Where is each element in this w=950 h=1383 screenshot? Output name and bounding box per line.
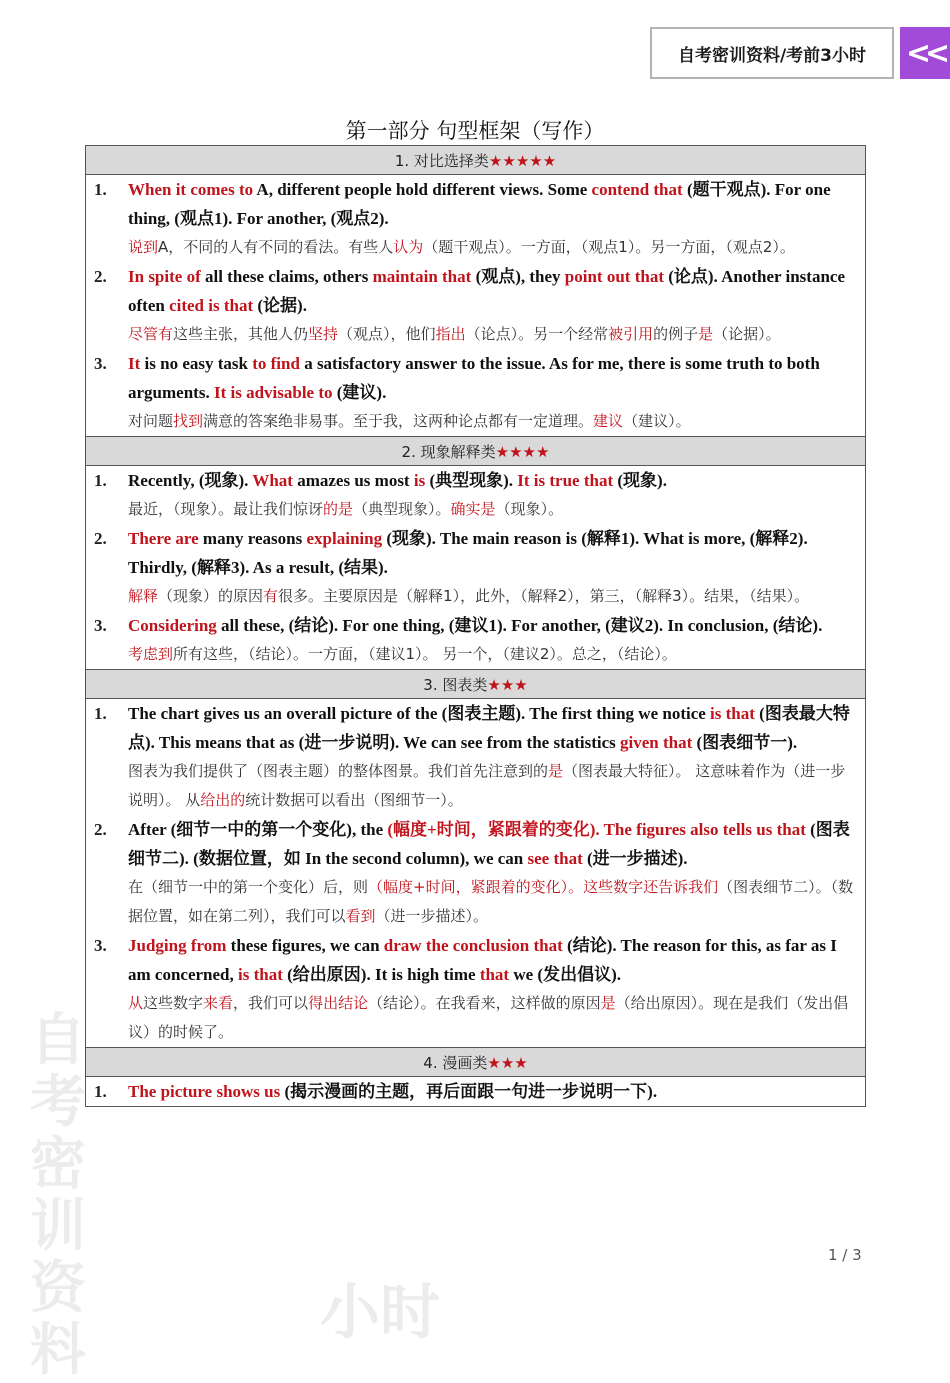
highlight-phrase: 确实是 [450, 500, 496, 518]
chinese-translation [128, 989, 857, 1047]
text-run: (图表最大特点). This means that as (进一步说明). We can see from the statistics [128, 704, 850, 752]
english-sentence [128, 175, 857, 233]
star-rating-icon: ★★★ [487, 1053, 528, 1072]
text-run: (揭示漫画的主题，再后面跟一句进一步说明一下). [280, 1082, 658, 1101]
text-run: （进一步描述）。 [375, 907, 489, 925]
text-run: (给出原因). It is high time [282, 965, 480, 984]
watermark-vertical: 自考密训资料 [30, 1008, 86, 1383]
section-body [86, 466, 866, 670]
highlight-phrase: 是 [698, 325, 714, 343]
section-title: 4. 漫画类 [423, 1053, 488, 1072]
highlight-phrase: 说到 [128, 238, 159, 256]
text-run: 这些数字 [143, 994, 204, 1012]
item-content [128, 349, 865, 436]
item-number: 1. [94, 180, 107, 199]
chinese-translation [128, 407, 857, 436]
chinese-translation [128, 495, 857, 524]
highlight-phrase: It [128, 354, 141, 373]
text-run: 满意的答案绝非易事。至于我，这两种论点都有一定道理。 [203, 412, 594, 430]
text-run: 图表为我们提供了（图表主题）的整体图景。我们首先注意到的 [128, 762, 549, 780]
highlight-phrase: 坚持 [308, 325, 339, 343]
text-run: (结论). The reason for this, as far as I am concerned, [128, 936, 837, 984]
star-rating-icon: ★★★★ [495, 442, 550, 461]
text-run: 统计数据可以看出（图细节一）。 [245, 791, 463, 809]
text-run: amazes us most [292, 471, 414, 490]
highlight-phrase: The picture shows us [128, 1082, 281, 1101]
highlight-phrase: to find [252, 354, 300, 373]
text-run: all these claims, others [200, 267, 373, 286]
highlight-phrase: 来看 [203, 994, 234, 1012]
highlight-phrase: 有 [263, 587, 279, 605]
text-run: （图表细节二）。（数据位置，如在第二列），我们可以 [128, 878, 854, 925]
item-content [128, 611, 865, 669]
english-sentence [128, 349, 857, 407]
highlight-phrase: It is advisable to [213, 383, 333, 402]
highlight-phrase: 考虑到 [128, 645, 174, 663]
english-sentence [128, 1077, 857, 1106]
highlight-phrase: Considering [128, 616, 217, 635]
highlight-phrase: 是 [548, 762, 564, 780]
highlight-phrase: (幅度+时间，紧跟着的变化). The figures also tells us that [387, 820, 806, 839]
text-run: A, different people hold different views. Some [253, 180, 592, 199]
star-rating-icon: ★★★★★ [488, 151, 557, 170]
highlight-phrase: 尽管有 [128, 325, 174, 343]
highlight-phrase: 认为 [393, 238, 424, 256]
list-item [86, 466, 865, 524]
highlight-phrase: cited is that [169, 296, 254, 315]
text-run: (题干观点). For one thing, (观点1). For another, (观点2). [128, 180, 831, 228]
highlight-phrase: maintain that [372, 267, 472, 286]
list-item [86, 175, 865, 262]
highlight-phrase: 找到 [173, 412, 204, 430]
item-number: 3. [94, 936, 107, 955]
section-title: 3. 图表类 [423, 675, 488, 694]
section-body [86, 699, 866, 1048]
text-run: （典型现象）。 [353, 500, 451, 518]
chinese-translation [128, 582, 857, 611]
double-chevron-icon: << [900, 27, 950, 79]
item-number: 3. [94, 354, 107, 373]
watermark-horizontal: 小时 [320, 1278, 440, 1348]
text-run: (观点), they [471, 267, 565, 286]
item-number: 1. [94, 704, 107, 723]
text-run: (进一步描述). [582, 849, 688, 868]
highlight-phrase: given that [620, 733, 693, 752]
text-run: （论点）。另一个经常 [465, 325, 609, 343]
text-run: （建议）。 [623, 412, 691, 430]
list-item [86, 262, 865, 349]
highlight-phrase: 是 [600, 994, 616, 1012]
text-run: (现象). The main reason is (解释1). What is more, (解释2). Thirdly, (解释3). As a result, (结果). [128, 529, 808, 577]
highlight-phrase: see that [527, 849, 583, 868]
framework-table [85, 145, 866, 1107]
text-run: 很多。主要原因是（解释1），此外，（解释2），第三，（解释3）。结果，（结果）。 [278, 587, 810, 605]
text-run: （结论）。在我看来，这样做的原因 [368, 994, 601, 1012]
list-item [86, 349, 865, 436]
item-number: 3. [94, 616, 107, 635]
section-header [86, 670, 866, 699]
item-content [128, 815, 865, 931]
highlight-phrase: 指出 [435, 325, 466, 343]
english-sentence [128, 466, 857, 495]
highlight-phrase: 建议 [593, 412, 624, 430]
item-content [128, 175, 865, 262]
item-number: 1. [94, 471, 107, 490]
highlight-phrase: explaining [306, 529, 383, 548]
english-sentence [128, 611, 857, 640]
section-header [86, 1048, 866, 1077]
english-sentence [128, 699, 857, 757]
text-run: A，不同的人有不同的看法。有些人 [158, 238, 394, 256]
highlight-phrase: draw the conclusion that [383, 936, 563, 955]
highlight-phrase: 解释 [128, 587, 159, 605]
text-run: （论据）。 [713, 325, 781, 343]
text-run: After (细节一中的第一个变化), the [128, 820, 388, 839]
text-run: all these, (结论). For one thing, (建议1). For another, (建议2). In conclusion, (结论). [216, 616, 823, 635]
highlight-phrase: contend that [591, 180, 683, 199]
text-run: （观点），他们 [338, 325, 436, 343]
highlight-phrase: In spite of [128, 267, 201, 286]
text-run: 这些主张，其他人仍 [173, 325, 309, 343]
item-number: 2. [94, 820, 107, 839]
english-sentence [128, 931, 857, 989]
text-run: 所有这些，（结论）。一方面，（建议1）。 另一个，（建议2）。总之，（结论）。 [173, 645, 677, 663]
highlight-phrase: point out that [564, 267, 664, 286]
chinese-translation [128, 640, 857, 669]
highlight-phrase: is [413, 471, 426, 490]
english-sentence [128, 815, 857, 873]
text-run: 最近，（现象）。最让我们惊讶 [128, 500, 324, 518]
text-run: (图表细节一). [692, 733, 798, 752]
page-title: 第一部分 句型框架（写作） [345, 119, 605, 143]
item-content [128, 524, 865, 611]
highlight-phrase: is that [238, 965, 283, 984]
text-run: （现象）的原因 [158, 587, 264, 605]
section-body [86, 1077, 866, 1107]
text-run: Recently, (现象). [128, 471, 253, 490]
text-run: (论据). [253, 296, 307, 315]
list-item [86, 524, 865, 611]
item-number: 2. [94, 529, 107, 548]
text-run: (论点). Another instance often [128, 267, 845, 315]
text-run: (现象). [613, 471, 667, 490]
item-content [128, 466, 865, 524]
list-item [86, 699, 865, 815]
text-run: （题干观点）。一方面，（观点1）。另一方面，（观点2）。 [423, 238, 795, 256]
list-item [86, 931, 865, 1047]
highlight-phrase: When it comes to [128, 180, 254, 199]
item-number: 1. [94, 1082, 107, 1101]
section-title: 2. 现象解释类 [401, 442, 496, 461]
highlight-phrase: It is true that [517, 471, 614, 490]
text-run: a satisfactory answer to the issue. As for me, there is some truth to both arguments. [128, 354, 820, 402]
highlight-phrase: 被引用 [608, 325, 654, 343]
highlight-phrase: 的是 [323, 500, 354, 518]
highlight-phrase: There are [128, 529, 199, 548]
section-header [86, 437, 866, 466]
text-run: 对问题 [128, 412, 174, 430]
item-content [128, 931, 865, 1047]
highlight-phrase: that [479, 965, 510, 984]
highlight-phrase: Judging from [128, 936, 227, 955]
list-item [86, 815, 865, 931]
list-item [86, 611, 865, 669]
item-content [128, 699, 865, 815]
section-body [86, 175, 866, 437]
list-item [86, 1077, 865, 1106]
highlight-phrase: is that [710, 704, 755, 723]
english-sentence [128, 262, 857, 320]
text-run: (图表细节二). (数据位置，如 In the second column), we can [128, 820, 850, 868]
text-run: （现象）。 [495, 500, 564, 518]
star-rating-icon: ★★★ [487, 675, 528, 694]
section-header [86, 146, 866, 175]
text-run: many reasons [198, 529, 307, 548]
chinese-translation [128, 757, 857, 815]
highlight-phrase: 从 [128, 994, 144, 1012]
banner-box [650, 27, 894, 79]
text-run: is no easy task [140, 354, 253, 373]
chinese-translation [128, 233, 857, 262]
chinese-translation [128, 873, 857, 931]
text-run: 在（细节一中的第一个变化）后，则 [128, 878, 369, 896]
banner-text: 自考密训资料/考前3小时 [677, 45, 867, 66]
text-run: ，我们可以 [233, 994, 309, 1012]
section-title: 1. 对比选择类 [394, 151, 489, 170]
text-run: （图表最大特征）。 这意味着作为（进一步说明）。 从 [128, 762, 846, 809]
text-run: these figures, we can [226, 936, 384, 955]
text-run: （给出原因）。现在是我们（发出倡议）的时候了。 [128, 994, 849, 1041]
highlight-phrase: 给出的 [200, 791, 246, 809]
highlight-phrase: 看到 [345, 907, 376, 925]
highlight-phrase: What [252, 471, 293, 490]
text-run: (典型现象). [425, 471, 518, 490]
text-run: we (发出倡议). [509, 965, 621, 984]
chinese-translation [128, 320, 857, 349]
page-number: 1 / 3 [828, 1246, 862, 1264]
text-run: The chart gives us an overall picture of the (图表主题). The first thing we notice [128, 704, 711, 723]
text-run: (建议). [332, 383, 387, 402]
english-sentence [128, 524, 857, 582]
item-content [128, 262, 865, 349]
item-content [128, 1077, 865, 1106]
highlight-phrase: 得出结论 [308, 994, 369, 1012]
text-run: 的例子 [653, 325, 699, 343]
item-number: 2. [94, 267, 107, 286]
highlight-phrase: （幅度+时间，紧跟着的变化）。这些数字还告诉我们 [368, 878, 719, 896]
